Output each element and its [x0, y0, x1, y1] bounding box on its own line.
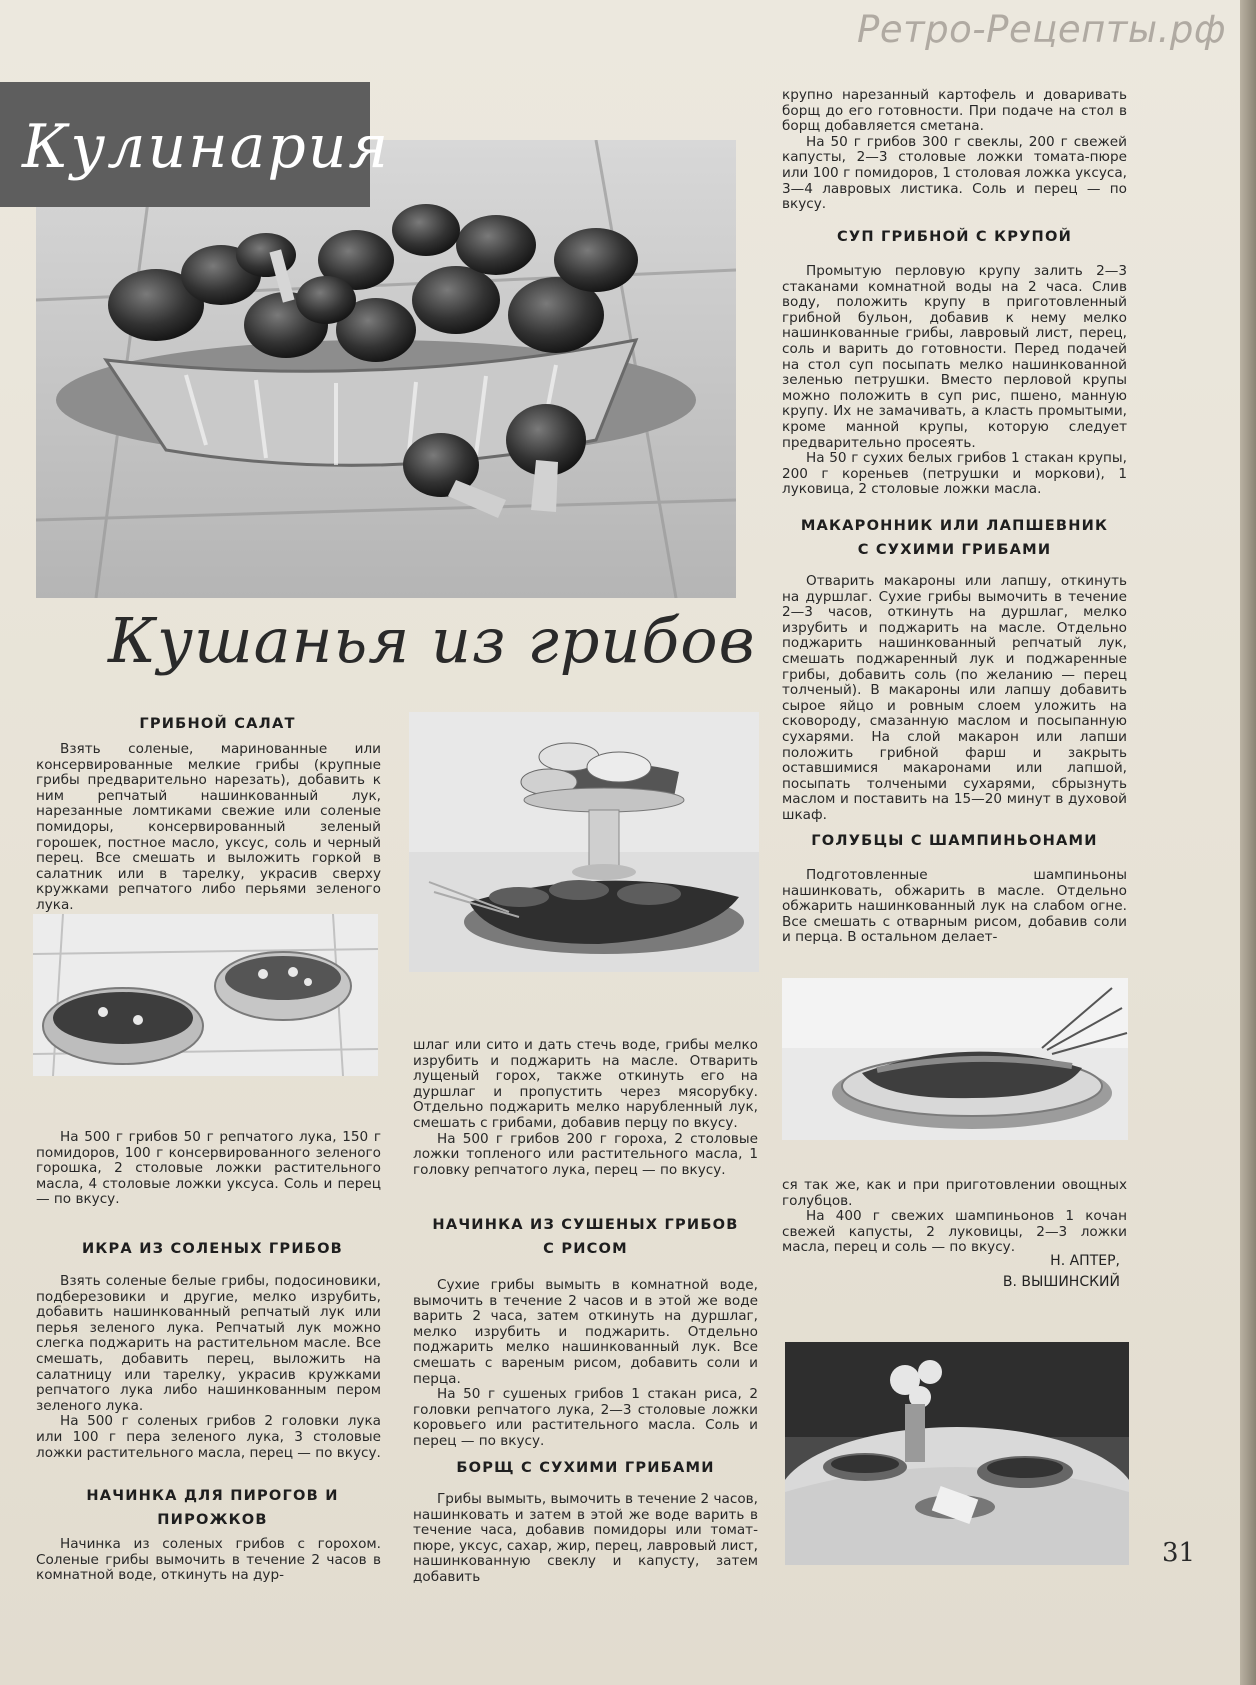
heading-soup: СУП ГРИБНОЙ С КРУПОЙ: [836, 228, 1072, 245]
heading-borsch: БОРЩ С СУХИМИ ГРИБАМИ: [456, 1459, 715, 1476]
salad-photo: [33, 914, 378, 1076]
borsch-continuation: [782, 88, 1127, 213]
paragraph: На 500 г грибов 50 г репчатого лука, 150 г помидоров, 100 г консервированного зеленого горошка, 2 столовые ложки растительного масла, 4 столовые ложки уксуса. Соль и перец — по вкусу.: [36, 1129, 381, 1208]
article-title: Кушанья из грибов: [108, 604, 756, 677]
heading-line: С СУХИМИ ГРИБАМИ: [857, 541, 1052, 558]
paragraph: Промытую перловую крупу залить 2—3 стаканами комнатной воды на 2 часа. Слив воду, положить крупу в приготовленный грибной бульон, добавив к нему мелко нашинкованные грибы, лавровый лист, перец, соль и варить до готовности. Перед подачей на стол суп посыпать мелко нашинкованной зеленью петрушки. Вместо перловой крупы можно положить в суп рис, пшено, манную крупу. Их не замачивать, а класть промытыми, кроме манной крупы, которую следует предварительно просеять.: [782, 263, 1127, 451]
section-badge: [0, 82, 391, 207]
pirozhki-photo: [409, 712, 759, 972]
paragraph: Подготовленные шампиньоны нашинковать, обжарить в масле. Отдельно обжарить нашинкованный лук на слабом огне. Все смешать с отварным рисом, добавив соли и перца. В остальном делает-: [782, 867, 1127, 946]
golubtsy-photo: [782, 978, 1128, 1140]
author-name: Н. АПТЕР,: [1050, 1253, 1120, 1269]
heading-line: НАЧИНКА ИЗ СУШЕНЫХ ГРИБОВ: [432, 1216, 739, 1233]
soup-text: [782, 264, 1127, 498]
paragraph: крупно нарезанный картофель и доваривать борщ до его готовности. При подаче на стол в борщ добавляется сметана.: [782, 87, 1127, 135]
heading-line: НАЧИНКА ДЛЯ ПИРОГОВ И: [86, 1487, 339, 1504]
mushroom-bowl-photo: [36, 140, 736, 598]
heading-line: МАКАРОННИК ИЛИ ЛАПШЕВНИК: [800, 517, 1109, 534]
paragraph: На 50 г грибов 300 г свеклы, 200 г свежей капусты, 2—3 столовые ложки томата-пюре или 100 г помидоров, 1 столовая ложка уксуса, 3—4 лавровых листика. Соль и перец — по вкусу.: [782, 133, 1127, 213]
heading-line: С РИСОМ: [543, 1240, 628, 1257]
golubtsy-text: [782, 868, 1127, 946]
paragraph: Взять соленые белые грибы, подосиновики, подберезовики и другие, мелко изрубить, добавить нашинкованный репчатый лук или перья зеленого лука. Репчатый лук можно слегка поджарить на растительном масле. Все смешать, добавить перец, выложить на салатницу или тарелку, украсив кружками репчатого лука либо нашинкованным пером зеленого лука.: [36, 1273, 381, 1414]
author-name: В. ВЫШИНСКИЙ: [1002, 1274, 1120, 1290]
pirogi-continuation: [413, 1038, 758, 1178]
salad-text: [36, 742, 381, 914]
paragraph: шлаг или сито и дать стечь воде, грибы мелко изрубить и поджарить на масле. Отварить лущеный горох, также откинуть его на дуршлаг и пропустить через мясорубку. Отдельно поджарить мелко нарубленный лук, смешать с грибами, добавив перцу по вкусу.: [413, 1037, 758, 1131]
golubtsy-continuation: [782, 1178, 1127, 1256]
paragraph: Начинка из соленых грибов с горохом. Соленые грибы вымочить в течение 2 часов в комнатной воде, откинуть на дур-: [36, 1536, 381, 1584]
heading-makaronnik: [782, 514, 1127, 562]
paragraph: На 50 г сухих белых грибов 1 стакан крупы, 200 г кореньев (петрушки и моркови), 1 луковица, 2 столовые ложки масла.: [782, 450, 1127, 498]
section-badge-text: Кулинария: [22, 112, 391, 182]
heading-nachinka-rice: [413, 1213, 758, 1261]
heading-golubtsy: ГОЛУБЦЫ С ШАМПИНЬОНАМИ: [811, 832, 1098, 849]
page-edge: [1240, 0, 1256, 1685]
nachinka-rice-text: [413, 1278, 758, 1450]
salad-proportions: [36, 1130, 381, 1208]
paragraph: ся так же, как и при приготовлении овощных голубцов.: [782, 1177, 1127, 1209]
heading-ikra: ИКРА ИЗ СОЛЕНЫХ ГРИБОВ: [81, 1240, 343, 1257]
paragraph: На 50 г сушеных грибов 1 стакан риса, 2 головки репчатого лука, 2—3 столовые ложки коровьего или растительного масла. Соль и перец — по вкусу.: [413, 1386, 758, 1449]
pirogi-text: [36, 1537, 381, 1584]
makaronnik-text: [782, 574, 1127, 824]
paragraph: Грибы вымыть, вымочить в течение 2 часов, нашинковать и затем в этой же воде варить в течение часа, добавив помидоры или томат-пюре, уксус, сахар, жир, перец, лавровый лист, нашинкованную свеклу и капусту, затем добавить: [413, 1491, 758, 1585]
paragraph: Взять соленые, маринованные или консервированные мелкие грибы (крупные грибы предварительно нарезать), добавить к ним репчатый нашинкованный лук, нарезанные ломтиками свежие или соленые помидоры, консервированный зеленый горошек, постное масло, уксус, соль и черный перец. Все смешать и выложить горкой в салатник или в тарелку, украсив сверху кружками репчатого либо перьями зеленого лука.: [36, 741, 381, 913]
table-setting-photo: [785, 1342, 1129, 1565]
paragraph: Сухие грибы вымыть в комнатной воде, вымочить в течение 2 часов и в этой же воде варить 2 часа, затем откинуть на дуршлаг, мелко изрубить и поджарить. Отдельно поджарить мелко нашинкованный лук. Все смешать с вареным рисом, добавить соли и перца.: [413, 1277, 758, 1387]
paragraph: На 500 г грибов 200 г гороха, 2 столовые ложки топленого или растительного масла, 1 головку репчатого лука, перец — по вкусу.: [413, 1130, 758, 1178]
signature: [850, 1251, 1120, 1293]
watermark: Ретро-Рецепты.рф: [857, 8, 1226, 51]
paragraph: Отварить макароны или лапшу, откинуть на дуршлаг. Сухие грибы вымочить в течение 2—3 часов, откинуть на дуршлаг, мелко изрубить и поджарить на масле. Отдельно поджарить нашинкованный репчатый лук, смешать поджаренный лук и поджаренные грибы, добавить соль (по желанию — перец толченый). В макароны или лапшу добавить сырое яйцо и ровным слоем уложить на сковороду, смазанную маслом и посыпанную сухарями. На слой макарон или лапши положить грибной фарш и закрыть оставшимися макаронами или лапшой, посыпать толчеными сухарями, сбрызнуть маслом и поставить на 15—20 минут в духовой шкаф.: [782, 573, 1127, 823]
ikra-text: [36, 1274, 381, 1461]
heading-line: ПИРОЖКОВ: [157, 1511, 268, 1528]
heading-pirogi: [40, 1484, 385, 1532]
paragraph: На 500 г соленых грибов 2 головки лука или 100 г пера зеленого лука, 3 столовые ложки растительного масла, перец — по вкусу.: [36, 1413, 381, 1461]
page-number: 31: [1162, 1538, 1196, 1568]
paragraph: На 400 г свежих шампиньонов 1 кочан свежей капусты, 2 луковицы, 2—3 ложки масла, перец и соль — по вкусу.: [782, 1208, 1127, 1256]
heading-salad: ГРИБНОЙ САЛАТ: [139, 715, 296, 732]
borsch-text: [413, 1492, 758, 1586]
